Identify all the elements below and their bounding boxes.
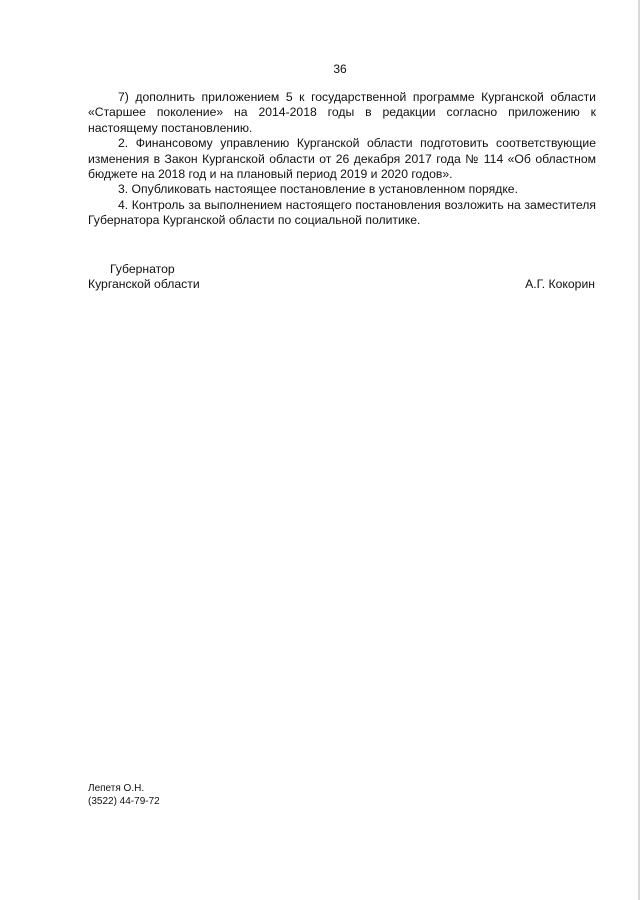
signature-position: Губернатор — [110, 262, 175, 276]
paragraph-item-7: 7) дополнить приложением 5 к государственной программе Курганской области «Старшее поколение» на 2014-2018 годы в редакции согласно приложению к настоящему постановлению. — [88, 90, 596, 135]
signature-region: Курганской области — [88, 277, 200, 292]
document-body — [88, 90, 596, 229]
executor-phone: (3522) 44-79-72 — [88, 796, 160, 807]
page-number: 36 — [333, 62, 347, 76]
paragraph-item-4: 4. Контроль за выполнением настоящего постановления возложить на заместителя Губернатора Курганской области по социальной политике. — [88, 197, 596, 228]
signature-title — [88, 262, 200, 293]
paragraph-item-2: 2. Финансовому управлению Курганской области подготовить соответствующие изменения в Закон Курганской области от 26 декабря 2017 года № 114 «Об областном бюджете на 2018 год и на плановый период 2019 и 2020 годов». — [88, 136, 596, 182]
signature-name: А.Г. Кокорин — [525, 277, 595, 291]
executor-name: Лепетя О.Н. — [88, 783, 145, 794]
executor-info — [88, 782, 160, 808]
paragraph-item-3: 3. Опубликовать настоящее постановление в установленном порядке. — [118, 182, 518, 197]
